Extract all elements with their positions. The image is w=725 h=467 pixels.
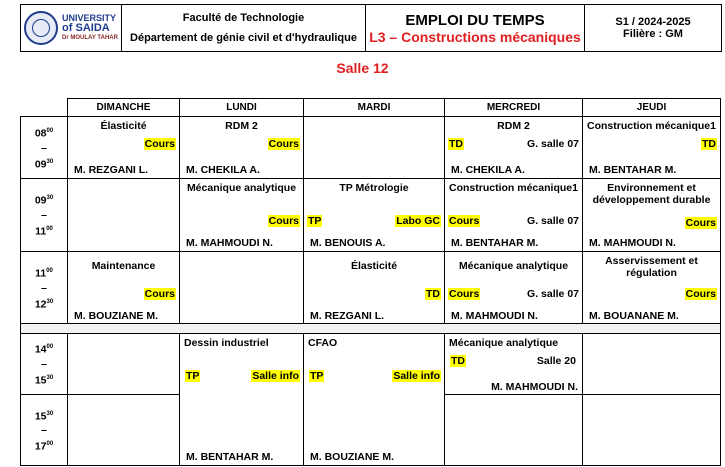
course-title: Élasticité — [100, 120, 147, 133]
session-type-badge: Cours — [685, 287, 716, 300]
semester: S1 / 2024-2025 — [615, 16, 691, 28]
session-type-badge: Cours — [449, 214, 480, 227]
session-dimanche-4-empty — [68, 333, 180, 395]
session-jeudi-2 — [583, 178, 721, 251]
session-dimanche-2-empty — [68, 178, 180, 251]
department-cell — [122, 5, 366, 52]
instructor-name: M. BOUANANE M. — [589, 309, 679, 322]
document-title: EMPLOI DU TEMPS — [405, 11, 545, 29]
faculty-name: Faculté de Technologie — [182, 12, 305, 24]
course-title: Mécanique analytique — [449, 336, 559, 349]
lunch-break-row — [21, 324, 721, 333]
session-type-badge: TD — [702, 138, 716, 151]
timetable — [20, 98, 721, 466]
course-title: Maintenance — [91, 259, 156, 272]
session-type-badge: Cours — [268, 214, 299, 227]
day-header-jeudi: JEUDI — [583, 99, 721, 117]
instructor-name: M. BOUZIANE M. — [74, 309, 158, 322]
day-header-dimanche: DIMANCHE — [68, 99, 180, 117]
session-lundi-2 — [180, 178, 304, 251]
course-title: Construction mécanique1 — [449, 181, 578, 194]
course-title: Environnement et développement durable — [592, 181, 711, 206]
course-title: Asservissement et régulation — [605, 254, 698, 279]
department-name: Département de génie civil et d'hydraulique — [130, 32, 357, 44]
course-title: Mécanique analytique — [458, 259, 569, 272]
room-label: G. salle 07 — [527, 287, 579, 300]
session-jeudi-4-empty — [583, 333, 721, 395]
room-label: Labo GC — [396, 214, 440, 227]
session-mercredi-4 — [445, 333, 583, 395]
room-label: G. salle 07 — [527, 214, 579, 227]
time-slot-3: $11^{00}$ – $12^{30}$ — [21, 251, 68, 324]
session-dimanche-3 — [68, 251, 180, 324]
instructor-name: M. MAHMOUDI N. — [589, 236, 676, 249]
course-title: Dessin industriel — [184, 336, 269, 349]
session-type-badge: TD — [449, 138, 463, 151]
day-header-mardi: MARDI — [304, 99, 445, 117]
room-label: G. salle 07 — [527, 138, 579, 151]
course-title: CFAO — [308, 336, 338, 349]
session-mardi-4 — [304, 333, 445, 465]
session-dimanche-5-empty — [68, 395, 180, 466]
instructor-name: M. MAHMOUDI N. — [451, 309, 538, 322]
logo-line-3: Dr MOULAY TAHAR — [62, 35, 118, 41]
instructor-name: M. BENOUIS A. — [310, 236, 386, 249]
instructor-name: M. REZGANI L. — [310, 309, 385, 322]
course-title: RDM 2 — [497, 120, 530, 133]
time-slot-4: $14^{00}$ – $15^{30}$ — [21, 333, 68, 395]
instructor-name: M. BENTAHAR M. — [451, 236, 539, 249]
room-label: Salle info — [252, 369, 299, 382]
instructor-name: M. BOUZIANE M. — [310, 450, 394, 463]
session-mercredi-1 — [445, 117, 583, 179]
room-title: Salle 12 — [336, 60, 389, 76]
session-type-badge: TD — [426, 287, 440, 300]
session-lundi-3-empty — [180, 251, 304, 324]
university-logo — [21, 11, 121, 45]
session-mardi-2 — [304, 178, 445, 251]
header-table — [20, 4, 722, 52]
session-type-badge: Cours — [449, 287, 480, 300]
session-jeudi-5-empty — [583, 395, 721, 466]
instructor-name: M. CHEKILA A. — [451, 164, 525, 177]
room-label: Salle info — [393, 369, 440, 382]
day-header-mercredi: MERCREDI — [445, 99, 583, 117]
instructor-name: M. REZGANI L. — [74, 164, 149, 177]
session-type-badge: Cours — [144, 287, 175, 300]
session-jeudi-3 — [583, 251, 721, 324]
session-mercredi-5-empty — [445, 395, 583, 466]
logo-line-2: of SAIDA — [62, 22, 110, 34]
session-mercredi-3 — [445, 251, 583, 324]
session-type-badge: TP — [310, 369, 324, 382]
title-cell — [366, 5, 585, 52]
session-lundi-4 — [180, 333, 304, 465]
session-type-badge: TD — [451, 354, 465, 367]
course-title: Élasticité — [350, 259, 398, 272]
instructor-name: M. MAHMOUDI N. — [186, 236, 273, 249]
program-subtitle: L3 – Constructions mécaniques — [369, 28, 581, 45]
course-title: Construction mécanique1 — [587, 120, 716, 133]
time-slot-2: $09^{30}$ – $11^{00}$ — [21, 178, 68, 251]
instructor-name: M. BENTAHAR M. — [186, 450, 274, 463]
session-dimanche-1 — [68, 117, 180, 179]
course-title: TP Métrologie — [339, 181, 409, 194]
session-type-badge: Cours — [685, 216, 716, 229]
filiere: Filière : GM — [623, 28, 683, 40]
logo-line-1: UNIVERSITY — [62, 13, 117, 23]
instructor-name: M. CHEKILA A. — [186, 164, 260, 177]
session-mardi-1-empty — [304, 117, 445, 179]
session-mercredi-2 — [445, 178, 583, 251]
semester-cell — [585, 5, 722, 52]
instructor-name: M. BENTAHAR M. — [589, 164, 677, 177]
instructor-name: M. MAHMOUDI N. — [491, 380, 578, 393]
corner-cell — [21, 99, 68, 117]
session-lundi-1 — [180, 117, 304, 179]
university-seal-icon — [24, 11, 58, 45]
session-type-badge: TP — [308, 214, 322, 227]
course-title: Mécanique analytique — [186, 181, 297, 194]
day-header-lundi: LUNDI — [180, 99, 304, 117]
session-type-badge: TP — [186, 369, 200, 382]
session-type-badge: Cours — [144, 138, 175, 151]
course-title: RDM 2 — [225, 120, 258, 133]
time-slot-1: $08^{00}$ – $09^{30}$ — [21, 117, 68, 179]
room-label: Salle 20 — [536, 354, 576, 367]
logo-cell — [21, 5, 122, 52]
session-jeudi-1 — [583, 117, 721, 179]
time-slot-5: $15^{30}$ – $17^{00}$ — [21, 395, 68, 466]
session-type-badge: Cours — [268, 138, 299, 151]
session-mardi-3 — [304, 251, 445, 324]
